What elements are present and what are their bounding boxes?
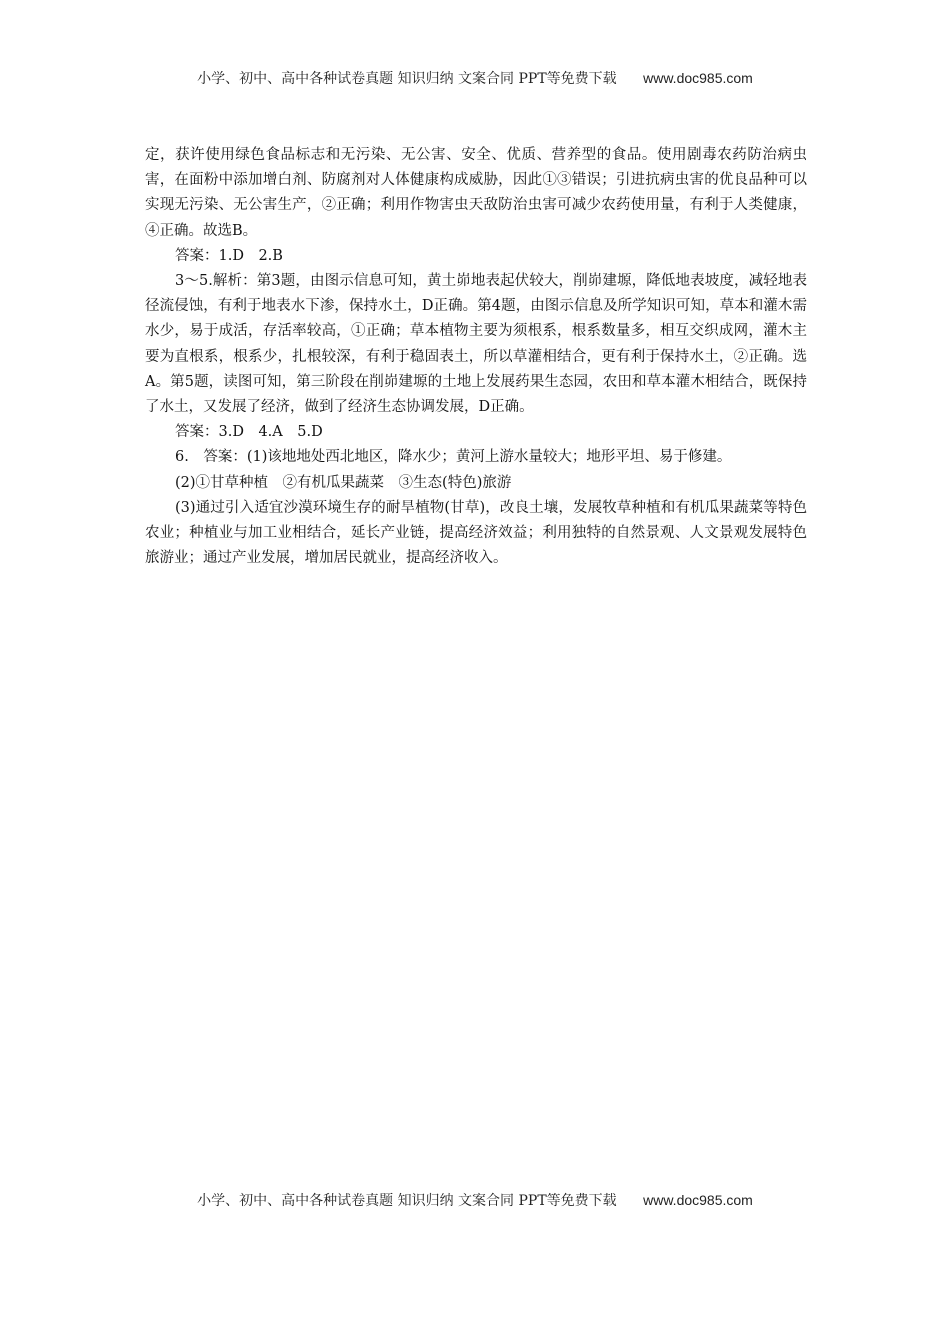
answer-q6-part2: (2)①甘草种植 ②有机瓜果蔬菜 ③生态(特色)旅游 <box>175 474 512 491</box>
answer-q1-2: 答案：1.D 2.B <box>175 247 283 264</box>
header-text: 小学、初中、高中各种试卷真题 知识归纳 文案合同 PPT等免费下载 <box>197 71 617 87</box>
document-body <box>145 143 807 571</box>
paragraph-q1-2-explanation: 定，获许使用绿色食品标志和无污染、无公害、安全、优质、营养型的食品。使用剧毒农药防治病虫害，在面粉中添加增白剂、防腐剂对人体健康构成威胁，因此①③错误；引进抗病虫害的优良品种可以实现无污染、无公害生产，②正确；利用作物害虫天敌防治虫害可减少农药使用量，有利于人类健康，④正确。故选B。 <box>145 147 807 239</box>
header-url[interactable]: www.doc985.com <box>643 70 753 86</box>
answer-q3-5: 答案：3.D 4.A 5.D <box>175 424 323 441</box>
footer-url[interactable]: www.doc985.com <box>643 1192 753 1208</box>
page-header <box>0 68 950 88</box>
page-footer <box>0 1190 950 1210</box>
paragraph-q3-5-explanation: 3～5.解析：第3题，由图示信息可知，黄土峁地表起伏较大，削峁建塬，降低地表坡度，减轻地表径流侵蚀，有利于地表水下渗，保持水土，D正确。第4题，由图示信息及所学知识可知，草本和灌木需水少，易于成活，存活率较高，①正确；草本植物主要为须根系，根系数量多，相互交织成网，灌木主要为直根系，根系少，扎根较深，有利于稳固表土，所以草灌相结合，更有利于保持水土，②正确。选A。第5题，读图可知，第三阶段在削峁建塬的土地上发展药果生态园，农田和草本灌木相结合，既保持了水土，又发展了经济，做到了经济生态协调发展，D正确。 <box>145 273 807 416</box>
answer-q6-part3: (3)通过引入适宜沙漠环境生存的耐旱植物(甘草)，改良土壤，发展牧草种植和有机瓜果蔬菜等特色农业；种植业与加工业相结合，延长产业链，提高经济效益；利用独特的自然景观、人文景观发展特色旅游业；通过产业发展，增加居民就业，提高经济收入。 <box>145 499 807 567</box>
answer-q6-part1: 6. 答案：(1)该地地处西北地区，降水少；黄河上游水量较大；地形平坦、易于修建。 <box>175 449 732 466</box>
footer-text: 小学、初中、高中各种试卷真题 知识归纳 文案合同 PPT等免费下载 <box>197 1193 617 1209</box>
